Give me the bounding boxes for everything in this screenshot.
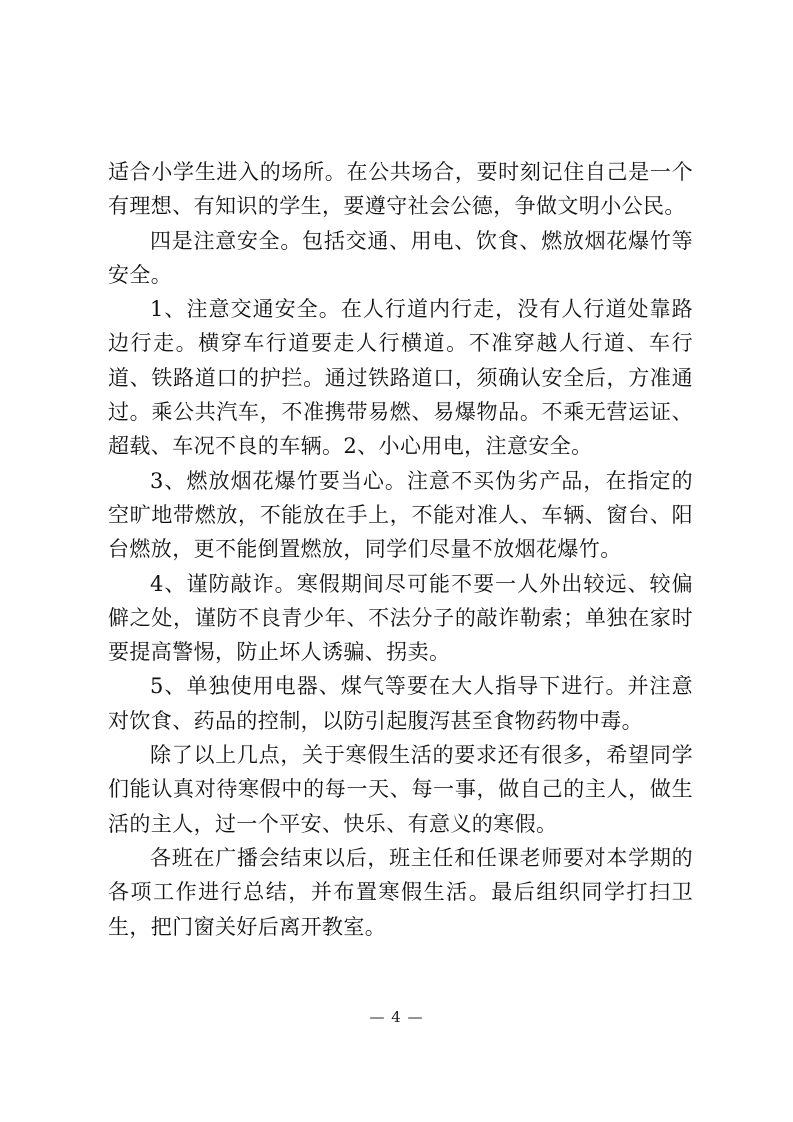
paragraph-closing: 各班在广播会结束以后，班主任和任课老师要对本学期的各项工作进行总结，并布置寒假生活。最后组织同学打扫卫生，把门窗关好后离开教室。 [108,845,693,939]
paragraph-appliance-safety: 5、单独使用电器、煤气等要在大人指导下进行。并注意对饮食、药品的控制，以防引起腹泻甚至食物药物中毒。 [108,674,693,733]
page-number: — 4 — [369,1008,424,1026]
paragraph-safety-intro: 四是注意安全。包括交通、用电、饮食、燃放烟花爆竹等安全。 [108,228,693,287]
paragraph-public-conduct: 适合小学生进入的场所。在公共场合，要时刻记住自己是一个有理想、有知识的学生，要遵守社会公德，争做文明小公民。 [108,160,693,219]
paragraph-extortion-warning: 4、谨防敲诈。寒假期间尽可能不要一人外出较远、较偏僻之处，谨防不良青少年、不法分子的敲诈勒索；单独在家时要提高警惕，防止坏人诱骗、拐卖。 [108,571,693,665]
paragraph-traffic-safety: 1、注意交通安全。在人行道内行走，没有人行道处靠路边行走。横穿车行道要走人行横道。不准穿越人行道、车行道、铁路道口的护拦。通过铁路道口，须确认安全后，方准通过。乘公共汽车，不准携带易燃、易爆物品。不乘无营运证、超载、车况不良的车辆。2、小心用电，注意安全。 [108,297,693,459]
document-body [108,155,693,944]
paragraph-fireworks-safety: 3、燃放烟花爆竹要当心。注意不买伪劣产品，在指定的空旷地带燃放，不能放在手上，不能对准人、车辆、窗台、阳台燃放，更不能倒置燃放，同学们尽量不放烟花爆竹。 [108,468,693,562]
paragraph-summary: 除了以上几点，关于寒假生活的要求还有很多，希望同学们能认真对待寒假中的每一天、每一事，做自己的主人，做生活的主人，过一个平安、快乐、有意义的寒假。 [108,743,693,836]
